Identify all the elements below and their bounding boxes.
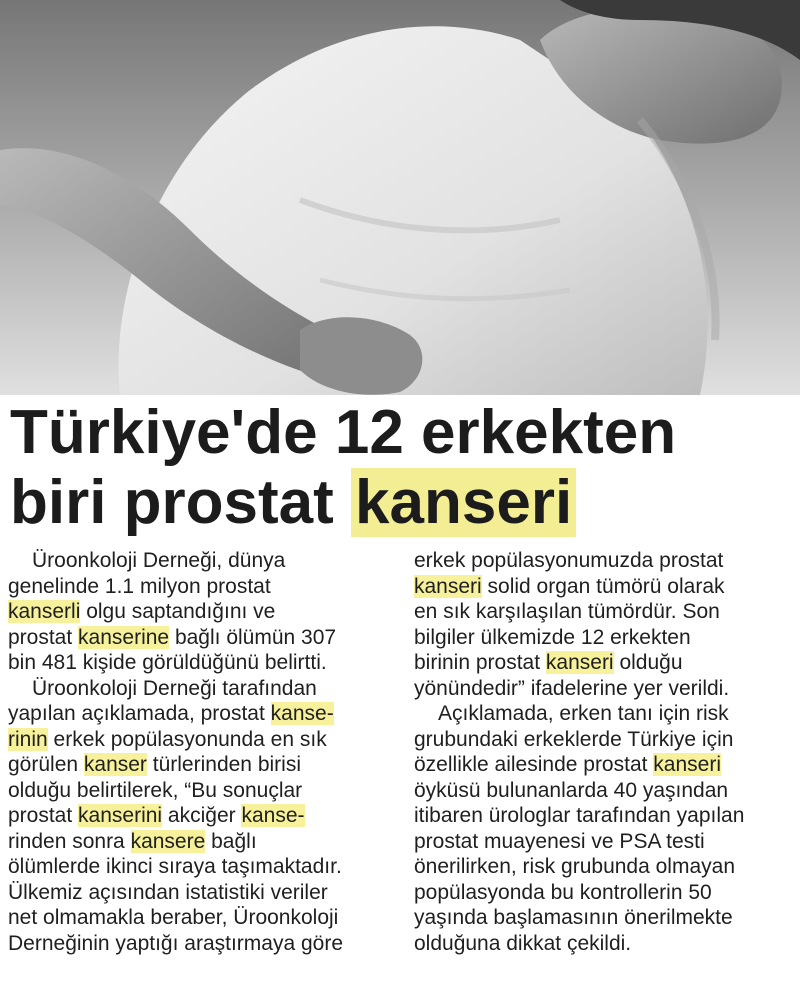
text-run: prostat muayenesi ve PSA testi	[414, 829, 705, 853]
text-run: öyküsü bulunanlarda 40 yaşından	[414, 778, 729, 802]
headline	[10, 398, 795, 538]
headline-line-2	[10, 468, 795, 538]
text-run: solid organ tümörü olarak	[481, 574, 725, 598]
text-run: akciğer	[162, 804, 242, 827]
text-run: Açıklamada, erken tanı için risk	[438, 702, 729, 725]
article-text-line	[414, 676, 794, 702]
article-text-line	[414, 829, 794, 855]
article-text-line	[414, 701, 794, 727]
text-run: olduğu belirtilerek, “Bu sonuçlar	[8, 778, 303, 802]
article-text-line	[414, 625, 794, 651]
article-column-right	[414, 548, 794, 956]
article-text-line	[8, 676, 378, 702]
text-run: bağlı ölümün 307	[169, 625, 337, 649]
article-text-line	[414, 548, 794, 574]
article-text-line	[8, 829, 378, 855]
text-run: olduğu	[613, 651, 683, 674]
text-run: prostat	[8, 625, 79, 649]
text-run: yapılan açıklamada, prostat	[8, 702, 271, 725]
article-text-line	[8, 931, 378, 957]
text-run: olgu saptandığını ve	[80, 600, 276, 623]
headline-line-2-text: biri prostat	[10, 468, 352, 537]
text-run: net olmamakla beraber, Üroonkoloji	[8, 906, 339, 929]
article-text-line	[414, 803, 794, 829]
article-text-line	[414, 854, 794, 880]
article-text-line	[8, 625, 378, 651]
text-run: Üroonkoloji Derneği, dünya	[32, 549, 286, 572]
man-in-pain-illustration	[0, 0, 800, 395]
text-run: ölümlerde ikinci sıraya taşımaktadır.	[8, 855, 342, 878]
text-run: yönündedir” ifadelerine yer verildi.	[414, 676, 730, 700]
article-text-line	[8, 599, 378, 625]
article-column-left	[8, 548, 378, 956]
article-text-line	[8, 752, 378, 778]
article-text-line	[8, 803, 378, 829]
article-text-line	[8, 574, 378, 600]
headline-line-1: Türkiye'de 12 erkekten	[10, 398, 677, 467]
text-run: genelinde 1.1 milyon prostat	[8, 574, 271, 598]
headline-highlight-word: kanseri	[351, 468, 576, 537]
text-run: türlerinden birisi	[146, 753, 301, 776]
text-run: yaşında başlamasının önerilmekte	[414, 906, 733, 929]
article-text-line	[414, 905, 794, 931]
text-run: erkek popülasyonunda en sık	[47, 727, 327, 751]
article-text-line	[8, 701, 378, 727]
article-text-line	[8, 880, 378, 906]
article-text-line	[414, 880, 794, 906]
text-run: özellikle ailesinde prostat	[414, 753, 654, 776]
text-run: rinden sonra	[8, 829, 131, 853]
highlighted-keyword: kanse-	[241, 804, 305, 827]
text-run: bağlı	[205, 829, 257, 853]
text-run: birinin prostat	[414, 651, 546, 674]
article-text-line	[8, 905, 378, 931]
text-run: bin 481 kişide görüldüğünü belirtti.	[8, 651, 327, 674]
text-run: olduğuna dikkat çekildi.	[414, 931, 632, 955]
text-run: prostat	[8, 804, 79, 827]
article-text-line	[8, 854, 378, 880]
article-text-line	[414, 752, 794, 778]
highlighted-keyword: kanseri	[545, 651, 614, 674]
highlighted-keyword: kanser	[83, 753, 147, 776]
article-text-line	[8, 778, 378, 804]
text-run: önerilirken, risk grubunda olmayan	[414, 855, 735, 878]
text-run: popülasyonda bu kontrollerin 50	[414, 880, 712, 904]
highlighted-keyword: rinin	[8, 727, 48, 751]
text-run: Ülkemiz açısından istatistiki veriler	[8, 880, 328, 904]
article-photo	[0, 0, 800, 395]
article-text-line	[8, 727, 378, 753]
article-text-line	[414, 727, 794, 753]
text-run: görülen	[8, 753, 84, 776]
text-run: Derneğinin yaptığı araştırmaya göre	[8, 931, 344, 955]
article-text-line	[8, 548, 378, 574]
highlighted-keyword: kanserini	[78, 804, 163, 827]
text-run: erkek popülasyonumuzda prostat	[414, 549, 724, 572]
highlighted-keyword: kanseri	[653, 753, 721, 776]
article-text-line	[414, 650, 794, 676]
highlighted-keyword: kansere	[130, 829, 206, 853]
highlighted-keyword: kanserli	[8, 600, 81, 623]
article-text-line	[414, 778, 794, 804]
article-text-line	[414, 931, 794, 957]
text-run: itibaren ürologlar tarafından yapılan	[414, 804, 745, 827]
article-text-line	[414, 574, 794, 600]
text-run: grubundaki erkeklerde Türkiye için	[414, 727, 734, 751]
highlighted-keyword: kanserine	[78, 625, 170, 649]
text-run: en sık karşılaşılan tümördür. Son	[414, 600, 720, 623]
highlighted-keyword: kanse-	[270, 702, 334, 725]
text-run: bilgiler ülkemizde 12 erkekten	[414, 625, 691, 649]
article-text-line	[414, 599, 794, 625]
highlighted-keyword: kanseri	[414, 574, 482, 598]
article-text-line	[8, 650, 378, 676]
text-run: Üroonkoloji Derneği tarafından	[32, 676, 317, 700]
